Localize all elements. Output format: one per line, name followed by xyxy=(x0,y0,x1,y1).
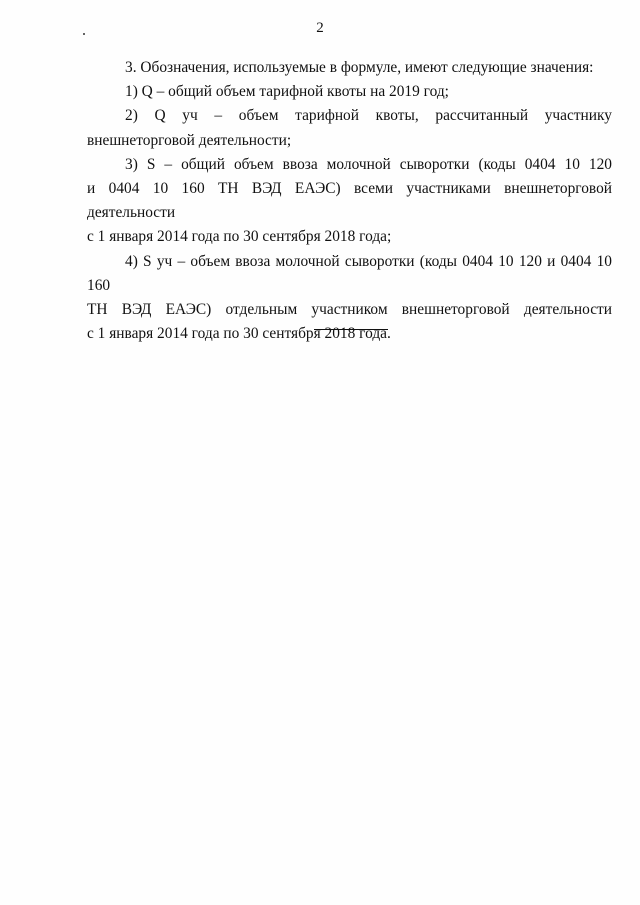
scan-artifact-dot xyxy=(83,33,85,35)
paragraph-item-4-line-2: ТН ВЭД ЕАЭС) отдельным участником внешнеторговой деятельности xyxy=(87,301,612,319)
page-number: 2 xyxy=(316,20,324,36)
paragraph-item-1: 1) Q – общий объем тарифной квоты на 2019 год; xyxy=(125,83,449,101)
paragraph-item-3-line-3: с 1 января 2014 года по 30 сентября 2018 года; xyxy=(87,228,392,246)
end-of-text-rule xyxy=(314,329,388,330)
paragraph-item-2: 2) Q уч – объем тарифной квоты, рассчитанный участнику внешнеторговой деятельности; xyxy=(87,107,612,149)
paragraph-item-3 xyxy=(87,153,612,250)
paragraph-item-3-line-2: и 0404 10 160 ТН ВЭД ЕАЭС) всеми участниками внешнеторговой деятельности xyxy=(87,180,612,222)
paragraph-item-4-line-1: 4) S уч – объем ввоза молочной сыворотки (коды 0404 10 120 и 0404 10 160 xyxy=(87,252,612,294)
document-body xyxy=(87,56,612,346)
paragraph-item-3-line-1: 3) S – общий объем ввоза молочной сыворотки (коды 0404 10 120 xyxy=(125,155,612,173)
paragraph-item-4 xyxy=(87,250,612,347)
paragraph-item-4-line-3: с 1 января 2014 года по 30 сентября 2018 года. xyxy=(87,325,391,343)
paragraph-designations-intro: 3. Обозначения, используемые в формуле, имеют следующие значения: xyxy=(125,59,594,76)
